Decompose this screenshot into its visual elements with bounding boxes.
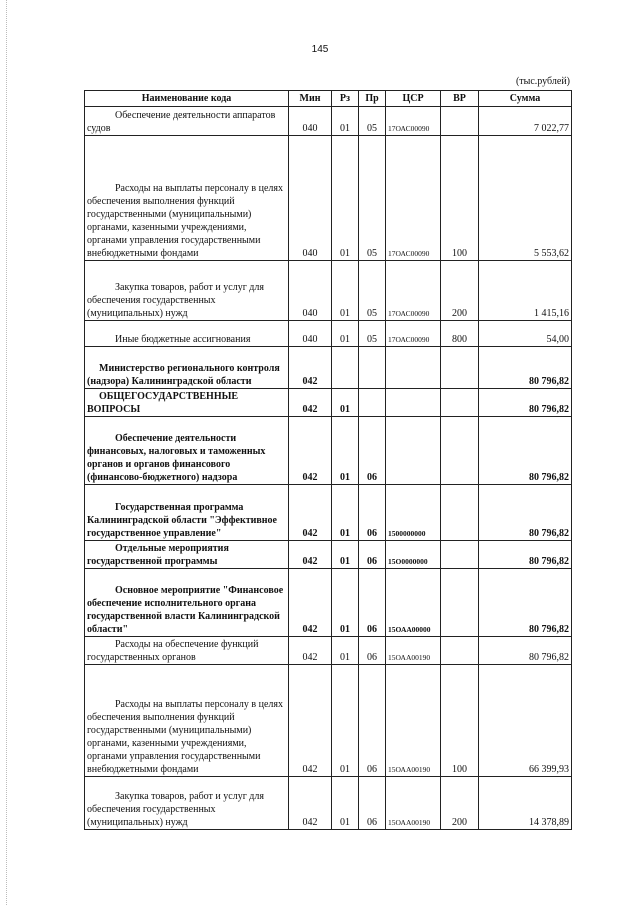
- row-sum: 80 796,82: [479, 389, 572, 417]
- row-csr: [386, 347, 441, 389]
- table-row: [85, 485, 572, 541]
- row-name: Расходы на выплаты персоналу в целях обеспечения выполнения функций государственными (муниципальными) органами, казенными учреждениями, органами управления государственными внебюджетными фондами: [85, 665, 289, 777]
- row-csr: 17ОАС00090: [386, 321, 441, 347]
- row-min: 040: [289, 136, 332, 261]
- row-sum: 66 399,93: [479, 665, 572, 777]
- row-csr: 15ОАА00190: [386, 777, 441, 830]
- row-sum: 7 022,77: [479, 107, 572, 136]
- row-sum: 80 796,82: [479, 485, 572, 541]
- header-sum: Сумма: [479, 91, 572, 107]
- row-pr: 05: [359, 261, 386, 321]
- row-vr: 100: [441, 136, 479, 261]
- row-sum: 80 796,82: [479, 541, 572, 569]
- row-min: 040: [289, 107, 332, 136]
- row-pr: 06: [359, 485, 386, 541]
- row-vr: [441, 107, 479, 136]
- table-row: [85, 136, 572, 261]
- header-name: Наименование кода: [85, 91, 289, 107]
- units-label: (тыс.рублей): [515, 76, 570, 87]
- page-edge: [6, 0, 8, 905]
- row-pr: [359, 389, 386, 417]
- header-pr: Пр: [359, 91, 386, 107]
- row-vr: [441, 389, 479, 417]
- row-csr: 15ОАА00000: [386, 569, 441, 637]
- row-name: Основное мероприятие "Финансовое обеспечение исполнительного органа государственной власти Калининградской области": [85, 569, 289, 637]
- row-sum: 80 796,82: [479, 347, 572, 389]
- row-min: 040: [289, 321, 332, 347]
- row-name: Иные бюджетные ассигнования: [85, 321, 289, 347]
- row-name: ОБЩЕГОСУДАРСТВЕННЫЕ ВОПРОСЫ: [85, 389, 289, 417]
- table-row: [85, 665, 572, 777]
- row-rz: 01: [332, 136, 359, 261]
- row-min: 040: [289, 261, 332, 321]
- row-sum: 80 796,82: [479, 417, 572, 485]
- table-header-row: [85, 91, 572, 107]
- row-csr: [386, 417, 441, 485]
- row-rz: 01: [332, 389, 359, 417]
- table-row: [85, 569, 572, 637]
- row-rz: 01: [332, 665, 359, 777]
- row-name: Отдельные мероприятия государственной программы: [85, 541, 289, 569]
- row-name: Расходы на обеспечение функций государственных органов: [85, 637, 289, 665]
- row-vr: [441, 637, 479, 665]
- table-row: [85, 261, 572, 321]
- row-min: 042: [289, 389, 332, 417]
- row-name: Обеспечение деятельности финансовых, налоговых и таможенных органов и органов финансового (финансово-бюджетного) надзора: [85, 417, 289, 485]
- row-pr: 05: [359, 136, 386, 261]
- row-min: 042: [289, 665, 332, 777]
- row-name: Закупка товаров, работ и услуг для обеспечения государственных (муниципальных) нужд: [85, 261, 289, 321]
- row-pr: 05: [359, 107, 386, 136]
- row-min: 042: [289, 485, 332, 541]
- row-rz: 01: [332, 777, 359, 830]
- header-min: Мин: [289, 91, 332, 107]
- row-rz: 01: [332, 569, 359, 637]
- row-name: Расходы на выплаты персоналу в целях обеспечения выполнения функций государственными (муниципальными) органами, казенными учреждениями, органами управления государственными внебюджетными фондами: [85, 136, 289, 261]
- row-csr: 15О0000000: [386, 541, 441, 569]
- row-rz: 01: [332, 485, 359, 541]
- row-csr: 15ОАА00190: [386, 637, 441, 665]
- row-csr: 1500000000: [386, 485, 441, 541]
- row-csr: 17ОАС00090: [386, 136, 441, 261]
- row-csr: 17ОАС00090: [386, 261, 441, 321]
- row-rz: 01: [332, 541, 359, 569]
- budget-table: [84, 90, 572, 830]
- header-rz: Рз: [332, 91, 359, 107]
- table-row: [85, 107, 572, 136]
- row-rz: 01: [332, 417, 359, 485]
- table-row: [85, 389, 572, 417]
- row-sum: 54,00: [479, 321, 572, 347]
- row-min: 042: [289, 417, 332, 485]
- table-row: [85, 541, 572, 569]
- row-sum: 80 796,82: [479, 637, 572, 665]
- row-sum: 80 796,82: [479, 569, 572, 637]
- row-vr: [441, 485, 479, 541]
- row-vr: 100: [441, 665, 479, 777]
- page-number: 145: [311, 44, 329, 55]
- row-name: Закупка товаров, работ и услуг для обеспечения государственных (муниципальных) нужд: [85, 777, 289, 830]
- row-sum: 1 415,16: [479, 261, 572, 321]
- row-rz: 01: [332, 321, 359, 347]
- row-vr: 200: [441, 261, 479, 321]
- row-name: Обеспечение деятельности аппаратов судов: [85, 107, 289, 136]
- row-rz: [332, 347, 359, 389]
- row-vr: 200: [441, 777, 479, 830]
- table-row: [85, 347, 572, 389]
- row-vr: [441, 541, 479, 569]
- row-rz: 01: [332, 637, 359, 665]
- table-row: [85, 321, 572, 347]
- row-pr: 06: [359, 417, 386, 485]
- row-csr: 15ОАА00190: [386, 665, 441, 777]
- row-min: 042: [289, 541, 332, 569]
- row-vr: [441, 569, 479, 637]
- row-pr: 06: [359, 665, 386, 777]
- row-pr: 06: [359, 569, 386, 637]
- row-pr: 05: [359, 321, 386, 347]
- table-row: [85, 637, 572, 665]
- row-pr: 06: [359, 637, 386, 665]
- row-sum: 14 378,89: [479, 777, 572, 830]
- row-csr: 17ОАС00090: [386, 107, 441, 136]
- row-vr: [441, 417, 479, 485]
- row-min: 042: [289, 637, 332, 665]
- row-sum: 5 553,62: [479, 136, 572, 261]
- row-pr: [359, 347, 386, 389]
- row-vr: 800: [441, 321, 479, 347]
- table-row: [85, 417, 572, 485]
- row-min: 042: [289, 347, 332, 389]
- table-row: [85, 777, 572, 830]
- row-csr: [386, 389, 441, 417]
- row-rz: 01: [332, 107, 359, 136]
- row-vr: [441, 347, 479, 389]
- header-vr: ВР: [441, 91, 479, 107]
- row-min: 042: [289, 777, 332, 830]
- row-name: Государственная программа Калининградской области "Эффективное государственное управление": [85, 485, 289, 541]
- row-rz: 01: [332, 261, 359, 321]
- row-min: 042: [289, 569, 332, 637]
- header-csr: ЦСР: [386, 91, 441, 107]
- row-pr: 06: [359, 541, 386, 569]
- row-pr: 06: [359, 777, 386, 830]
- row-name: Министерство регионального контроля (надзора) Калининградской области: [85, 347, 289, 389]
